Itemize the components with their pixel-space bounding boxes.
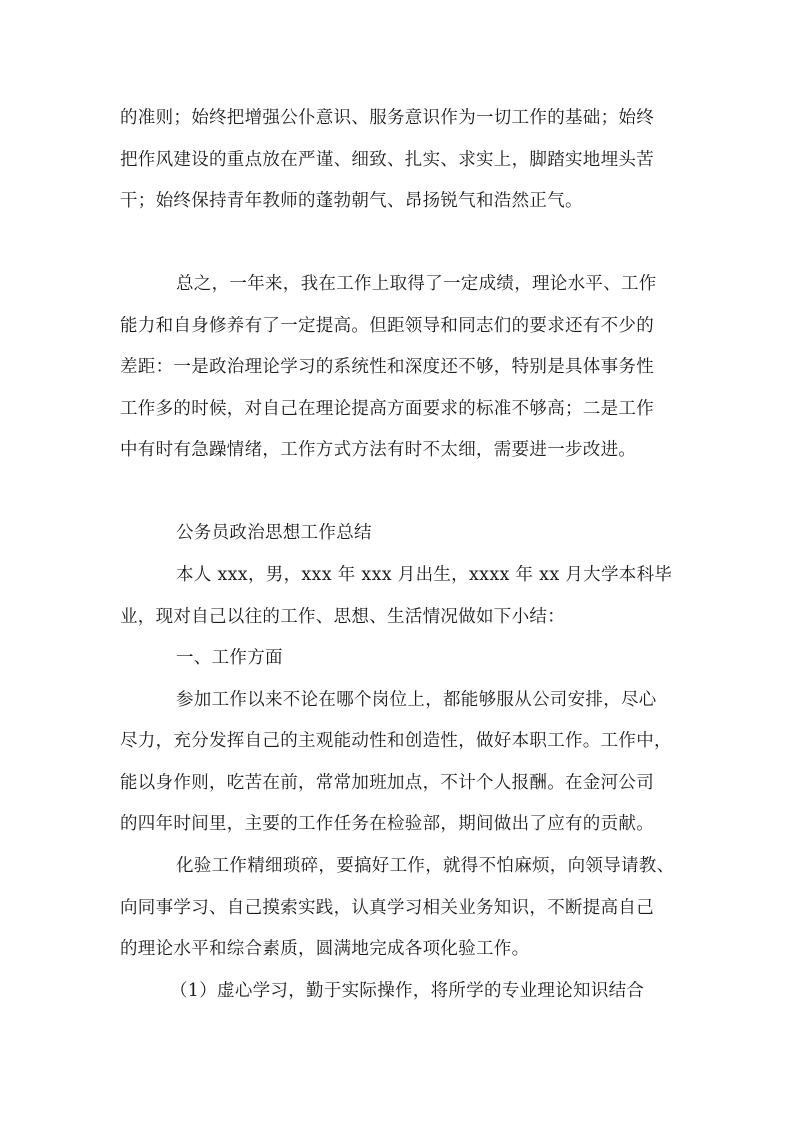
- paragraph-line: 的准则；始终把增强公仆意识、服务意识作为一切工作的基础；始终: [120, 108, 654, 128]
- paragraph-line: 的四年时间里，主要的工作任务在检验部，期间做出了应有的贡献。: [120, 814, 654, 834]
- paragraph-line: 向同事学习、自己摸索实践，认真学习相关业务知识，不断提高自己: [120, 898, 654, 918]
- paragraph-line: 业，现对自己以往的工作、思想、生活情况做如下小结：: [120, 607, 565, 627]
- paragraph-line: 参加工作以来不论在哪个岗位上，都能够服从公司安排，尽心: [176, 690, 657, 710]
- paragraph-line: 能以身作则，吃苦在前，常常加班加点，不计个人报酬。在金河公司: [120, 773, 654, 793]
- paragraph-line: 本人 xxx，男，xxx 年 xxx 月出生，xxxx 年 xx 月大学本科毕: [176, 565, 673, 585]
- paragraph-line: 尽力，充分发挥自己的主观能动性和创造性，做好本职工作。工作中，: [120, 731, 672, 751]
- paragraph-line: 能力和自身修养有了一定提高。但距领导和同志们的要求还有不少的: [120, 316, 654, 336]
- paragraph-line: 工作多的时候，对自己在理论提高方面要求的标准不够高；二是工作: [120, 399, 654, 419]
- paragraph-line: 把作风建设的重点放在严谨、细致、扎实、求实上，脚踏实地埋头苦: [120, 150, 654, 170]
- section-heading: 一、工作方面: [176, 648, 283, 668]
- paragraph-line: 中有时有急躁情绪，工作方式方法有时不太细，需要进一步改进。: [120, 440, 637, 460]
- paragraph-line: 化验工作精细琐碎，要搞好工作，就得不怕麻烦，向领导请教、: [176, 856, 675, 876]
- paragraph-line: 差距：一是政治理论学习的系统性和深度还不够，特别是具体事务性: [120, 357, 654, 377]
- numbered-item: （1）虚心学习，勤于实际操作，将所学的专业理论知识结合: [170, 981, 645, 1001]
- paragraph-line: 干；始终保持青年教师的蓬勃朝气、昂扬锐气和浩然正气。: [120, 191, 583, 211]
- paragraph-line: 的理论水平和综合素质，圆满地完成各项化验工作。: [120, 939, 530, 959]
- paragraph-line: 总之，一年来，我在工作上取得了一定成绩，理论水平、工作: [176, 274, 657, 294]
- section-title: 公务员政治思想工作总结: [176, 523, 372, 543]
